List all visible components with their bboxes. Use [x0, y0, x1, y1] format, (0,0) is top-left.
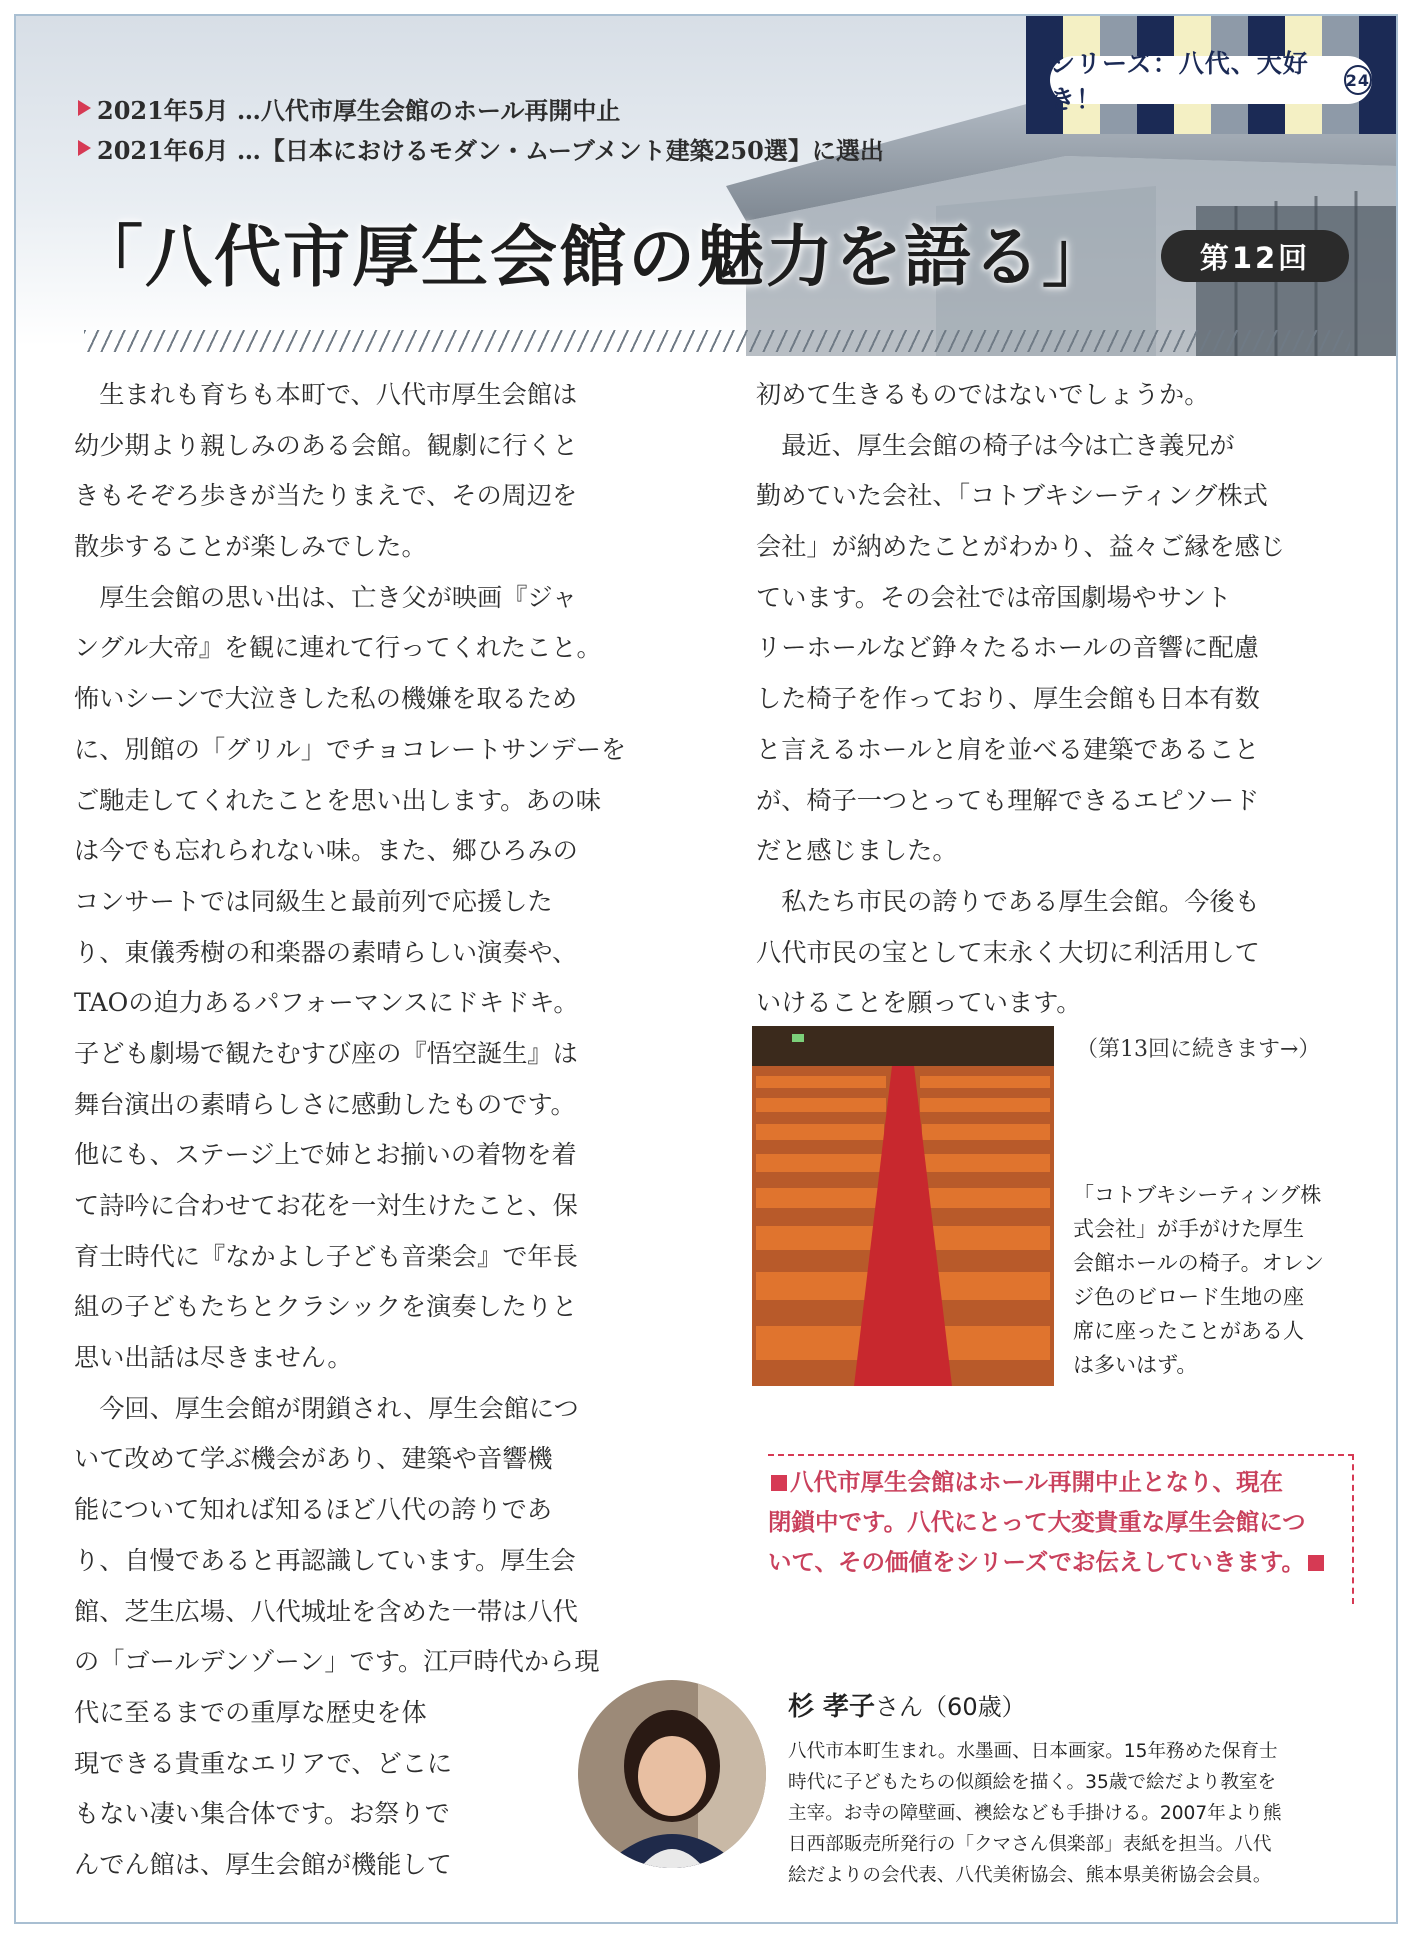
episode-badge: 第12回 [1161, 230, 1349, 282]
notice-line-text: いて、その価値をシリーズでお伝えしていきます。 [768, 1548, 1305, 1576]
text-line: 怖いシーンで大泣きした私の機嫌を取るため [74, 684, 578, 714]
article-column-right [756, 370, 1366, 1029]
text-line: り、自慢であると再認識しています。厚生会 [74, 1545, 576, 1575]
text-line: ています。その会社では帝国劇場やサント [756, 582, 1232, 612]
author-photo [578, 1680, 766, 1868]
text-line: 八代市民の宝として末永く大切に利活用して [756, 937, 1260, 967]
text-line: 生まれも育ちも本町で、八代市厚生会館は [74, 380, 578, 409]
text-line: 思い出話は尽きません。 [74, 1343, 353, 1373]
text-line: 子ども劇場で観たむすび座の『悟空誕生』は [74, 1038, 578, 1068]
magazine-page [14, 14, 1398, 1924]
text-line: ご馳走してくれたことを思い出します。あの味 [74, 785, 601, 815]
text-line: 能について知れば知るほど八代の誇りであ [74, 1495, 553, 1525]
text-line: 舞台演出の素晴らしさに感動したものです。 [74, 1089, 576, 1119]
timeline-text: 2021年6月 …【日本におけるモダン・ムーブメント建築250選】に選出 [97, 135, 884, 165]
text-line: 代に至るまでの重厚な歴史を体 [74, 1697, 427, 1727]
series-label-text: シリーズ：八代、大好き！ [1050, 49, 1309, 114]
article-column-left [74, 370, 684, 1891]
caption-line: 会館ホールの椅子。オレン [1073, 1251, 1325, 1275]
text-line: り、東儀秀樹の和楽器の素晴らしい演奏や、 [74, 937, 578, 967]
notice-line-text: 八代市厚生会館はホール再開中止となり、現在 [790, 1468, 1284, 1496]
text-line: 会社」が納めたことがわかり、益々ご縁を感じ [756, 532, 1285, 562]
continue-note: （第13回に続きます→） [1076, 1037, 1321, 1062]
text-line: リーホールなど錚々たるホールの音響に配慮 [756, 633, 1259, 663]
text-line: 最近、厚生会館の椅子は今は亡き義兄が [756, 430, 1235, 460]
text-line: もない凄い集合体です。お祭りで [74, 1799, 450, 1829]
article-title: 「八代市厚生会館の魅力を語る」 [76, 217, 1111, 296]
caption-line: 式会社」が手がけた厚生 [1073, 1217, 1304, 1241]
text-line: 初めて生きるものではないでしょうか。 [756, 380, 1210, 409]
text-line: いけることを願っています。 [756, 988, 1082, 1018]
text-line: 勤めていた会社、「コトブキシーティング株式 [756, 481, 1268, 511]
square-bullet-icon [771, 1475, 787, 1491]
bio-line: 絵だよりの会代表、八代美術協会、熊本県美術協会会員。 [788, 1865, 1272, 1886]
bio-line: 主宰。お寺の障壁画、襖絵なども手掛ける。2007年より熊 [788, 1803, 1282, 1824]
triangle-bullet-icon [78, 140, 91, 156]
text-line: TAOの迫力あるパフォーマンスにドキドキ。 [74, 988, 579, 1018]
notice-line [768, 1462, 1368, 1502]
timeline-item [78, 88, 884, 128]
author-name [788, 1686, 1026, 1723]
text-line: 今回、厚生会館が閉鎖され、厚生会館につ [74, 1393, 579, 1423]
caption-line: 「コトブキシーティング株 [1073, 1183, 1322, 1207]
notice-text [768, 1462, 1368, 1582]
caption-line: 席に座ったことがある人 [1073, 1319, 1304, 1343]
caption-line: ジ色のビロード生地の座 [1073, 1285, 1304, 1309]
text-line: に、別館の「グリル」でチョコレートサンデーを [74, 734, 627, 764]
timeline-text: 2021年5月 …八代市厚生会館のホール再開中止 [97, 95, 621, 125]
author-name-suffix: さん（60歳） [875, 1693, 1026, 1721]
text-line: の「ゴールデンゾーン」です。江戸時代から現 [74, 1647, 600, 1677]
text-line: 館、芝生広場、八代城址を含めた一帯は八代 [74, 1596, 578, 1626]
text-line: きもそぞろ歩きが当たりまえで、その周辺を [74, 481, 578, 511]
author-bio [788, 1736, 1378, 1891]
notice-line [768, 1542, 1368, 1582]
caption-line: は多いはず。 [1073, 1353, 1198, 1377]
text-line: 育士時代に『なかよし子ども音楽会』で年長 [74, 1241, 578, 1271]
text-line: ングル大帝』を観に連れて行ってくれたこと。 [74, 633, 602, 663]
text-line: んでん館は、厚生会館が機能して [74, 1849, 452, 1879]
series-label [1050, 49, 1372, 114]
hall-seats-photo [752, 1026, 1054, 1386]
text-line: 他にも、ステージ上で姉とお揃いの着物を着 [74, 1140, 577, 1170]
text-line: は今でも忘れられない味。また、郷ひろみの [74, 836, 578, 866]
text-line: て詩吟に合わせてお花を一対生けたこと、保 [74, 1191, 578, 1220]
text-line: 組の子どもたちとクラシックを演奏したりと [74, 1292, 578, 1322]
text-line: が、椅子一つとっても理解できるエピソード [756, 785, 1260, 815]
hatch-divider [84, 330, 1350, 352]
triangle-bullet-icon [78, 100, 91, 116]
text-line: コンサートでは同級生と最前列で応援した [74, 886, 553, 916]
text-line: 現できる貴重なエリアで、どこに [74, 1748, 453, 1778]
bio-line: 八代市本町生まれ。水墨画、日本画家。15年務めた保育士 [788, 1741, 1278, 1762]
notice-line: 閉鎖中です。八代にとって大変貴重な厚生会館につ [768, 1508, 1306, 1536]
timeline [78, 88, 884, 168]
bio-line: 日西部販売所発行の「クマさん倶楽部」表紙を担当。八代 [788, 1834, 1272, 1855]
text-line: 散歩することが楽しみでした。 [74, 532, 427, 562]
bio-line: 時代に子どもたちの似顔絵を描く。35歳で絵だより教室を [788, 1772, 1277, 1793]
text-line: した椅子を作っており、厚生会館も日本有数 [756, 684, 1260, 714]
series-number: 24 [1344, 65, 1372, 95]
text-line: だと感じました。 [756, 836, 958, 866]
timeline-item [78, 128, 884, 168]
text-line: 私たち市民の誇りである厚生会館。今後も [756, 886, 1260, 916]
text-line: 幼少期より親しみのある会館。観劇に行くと [74, 430, 578, 460]
text-line: いて改めて学ぶ機会があり、建築や音響機 [74, 1444, 553, 1474]
photo-caption [1073, 1178, 1363, 1382]
author-name-text: 杉 孝子 [788, 1692, 876, 1722]
text-line: と言えるホールと肩を並べる建築であること [756, 734, 1260, 764]
text-line: 厚生会館の思い出は、亡き父が映画『ジャ [74, 582, 578, 612]
square-bullet-icon [1308, 1555, 1324, 1571]
